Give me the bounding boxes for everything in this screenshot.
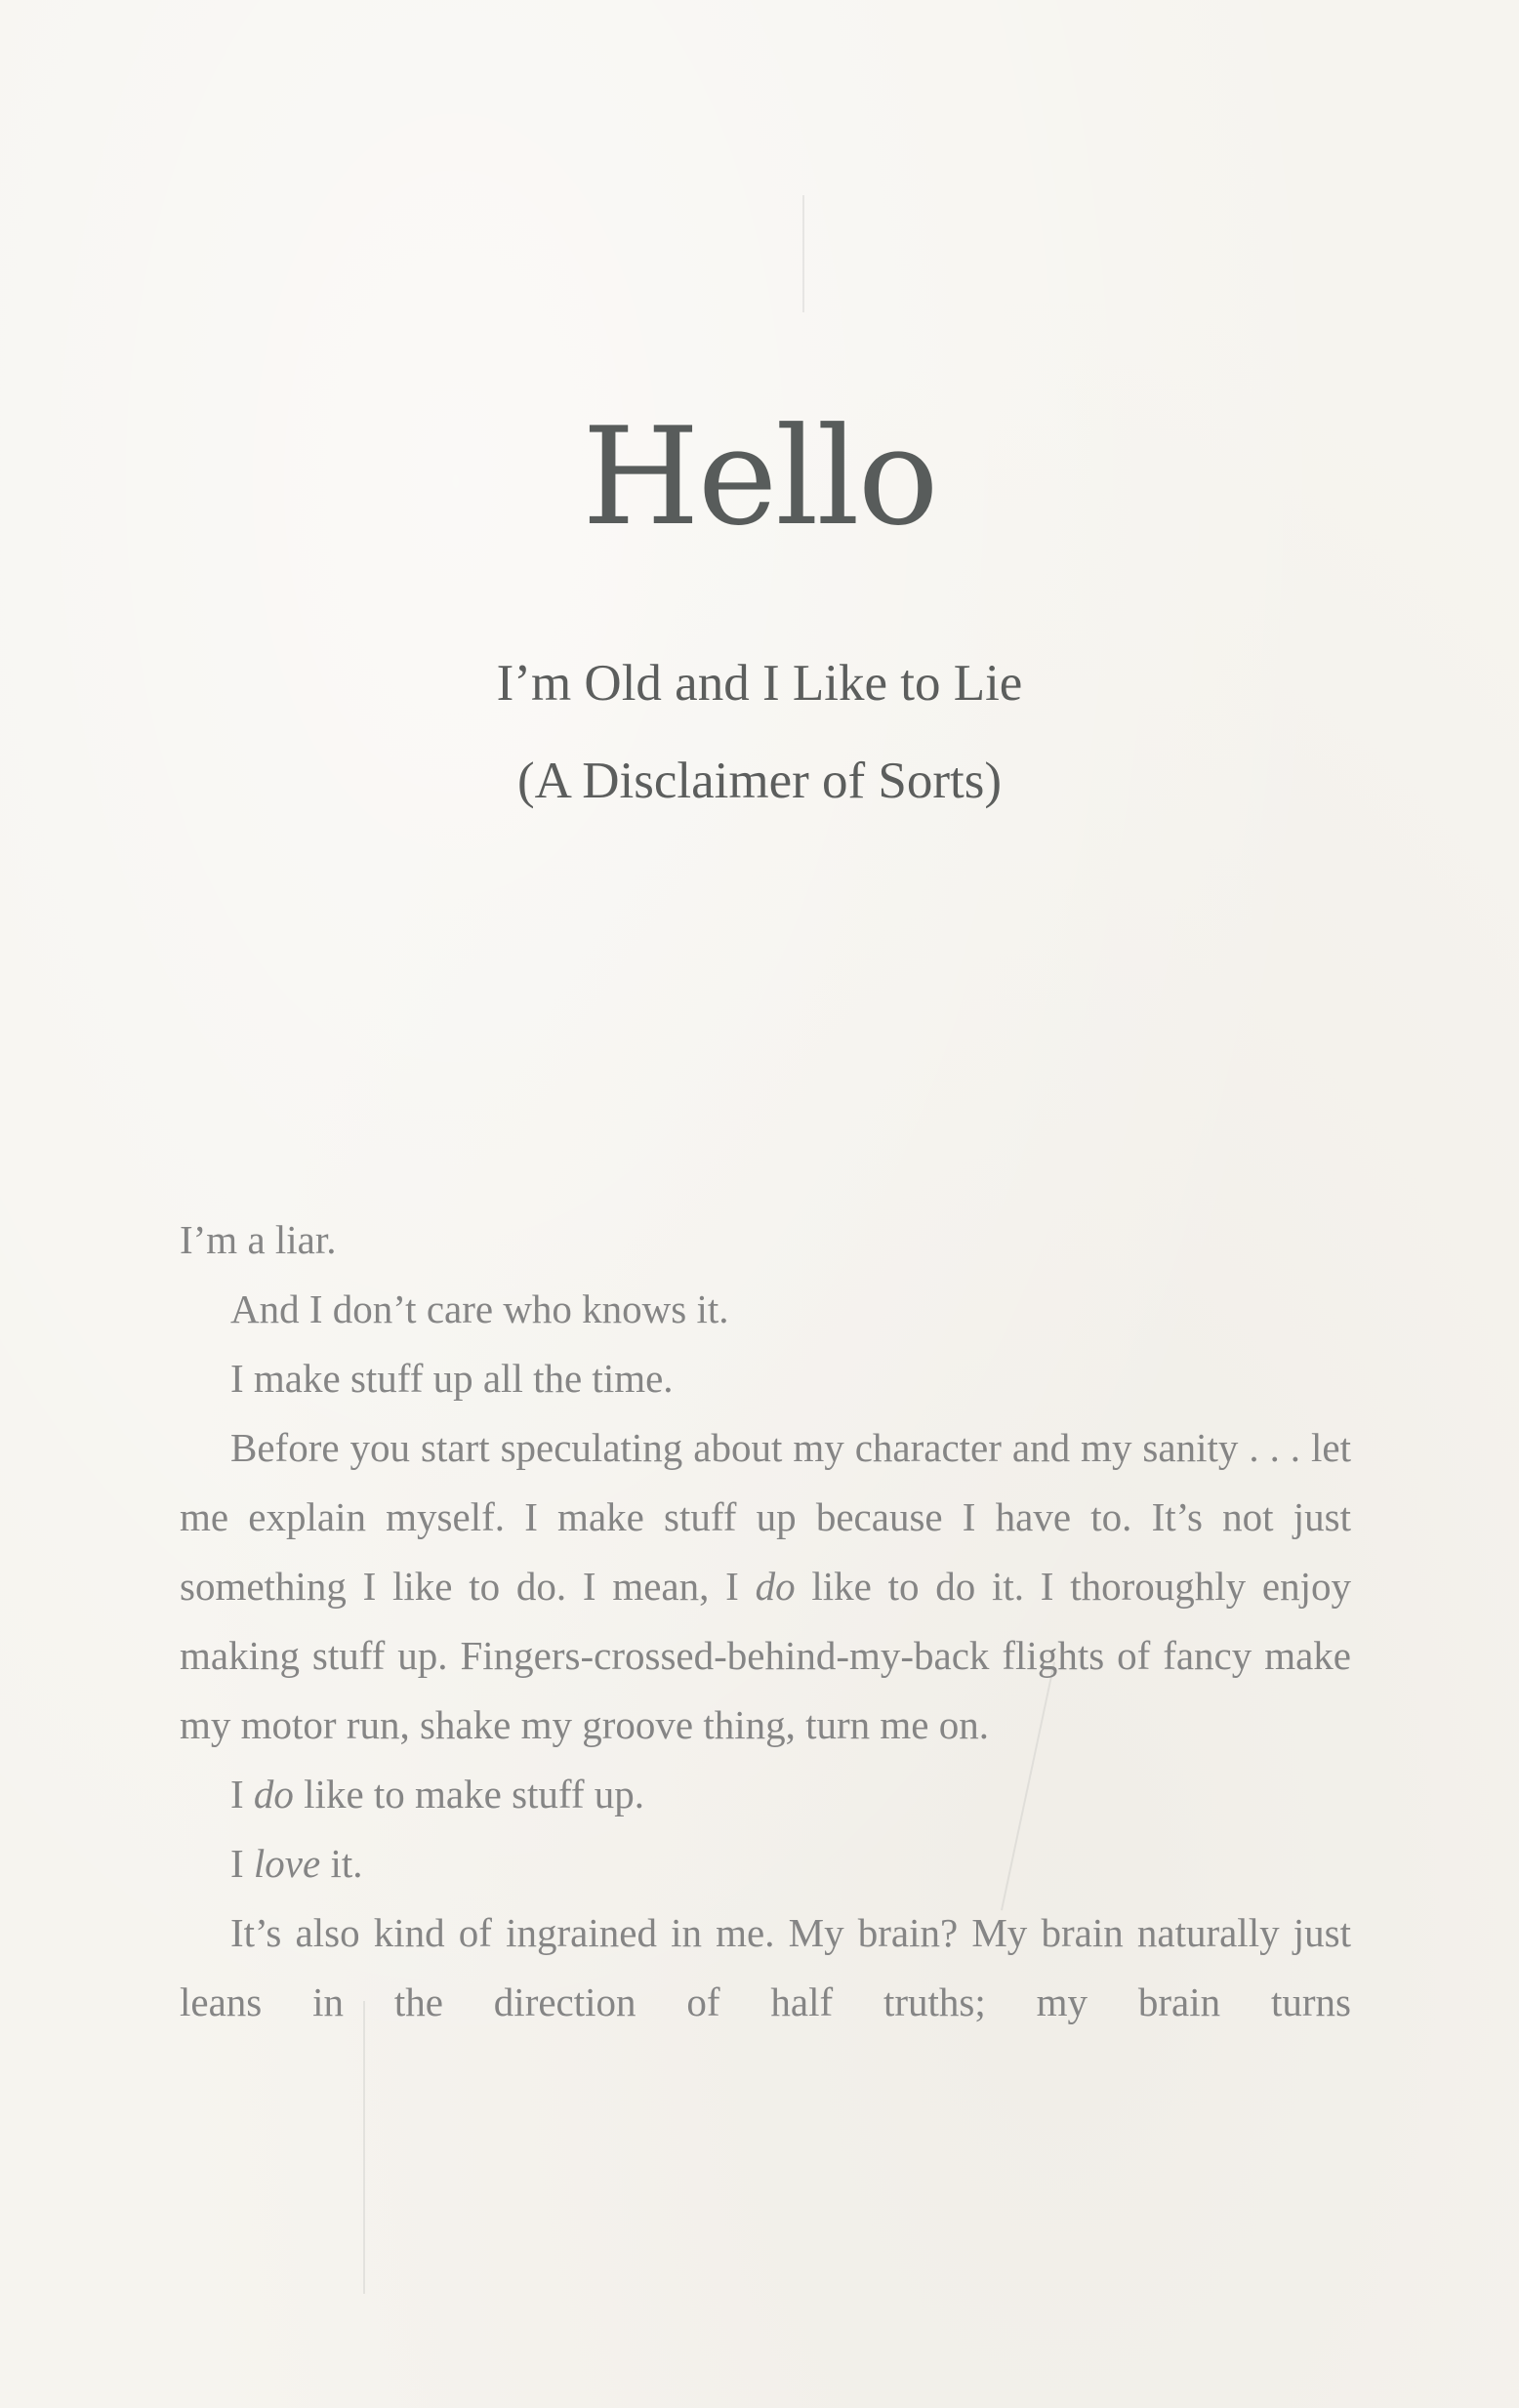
paragraph-text: like to make stuff up. [293, 1772, 644, 1816]
scan-mark [802, 195, 804, 312]
paragraph-text: Before you start speculating about my character and my sanity . . . let me explain myself. I make stuff up because I have to. It’s not just something I like to do. I mean, I [180, 1425, 1351, 1609]
paragraph-text: it. [320, 1841, 363, 1886]
scan-mark [363, 2001, 365, 2294]
chapter-subtitle-line-2: (A Disclaimer of Sorts) [516, 753, 1003, 809]
chapter-title: Hello [582, 398, 937, 555]
paragraph-text: like to do it. I thoroughly enjoy making stuff up. Fingers-crossed-behind-my-back flights of fancy make my motor run, shake my groove thing, turn me on. [180, 1564, 1351, 1747]
emphasis: do [253, 1772, 294, 1816]
paragraph: And I don’t care who knows it. [230, 1286, 729, 1331]
emphasis: love [253, 1841, 321, 1886]
paragraph-text: I [230, 1772, 254, 1816]
paragraph [180, 1829, 1351, 1898]
paragraph: I make stuff up all the time. [230, 1356, 674, 1401]
paragraph [180, 1760, 1351, 1829]
paragraph: I’m a liar. [180, 1217, 337, 1262]
paragraph-text: I [230, 1841, 254, 1886]
paragraph [180, 1413, 1351, 1760]
body-text [180, 1205, 1351, 2037]
paragraph: It’s also kind of ingrained in me. My brain? My brain naturally just leans in the direction of half truths; my brain turns [180, 1910, 1351, 2024]
emphasis: do [755, 1564, 796, 1609]
chapter-subtitle-line-1: I’m Old and I Like to Lie [496, 655, 1023, 712]
